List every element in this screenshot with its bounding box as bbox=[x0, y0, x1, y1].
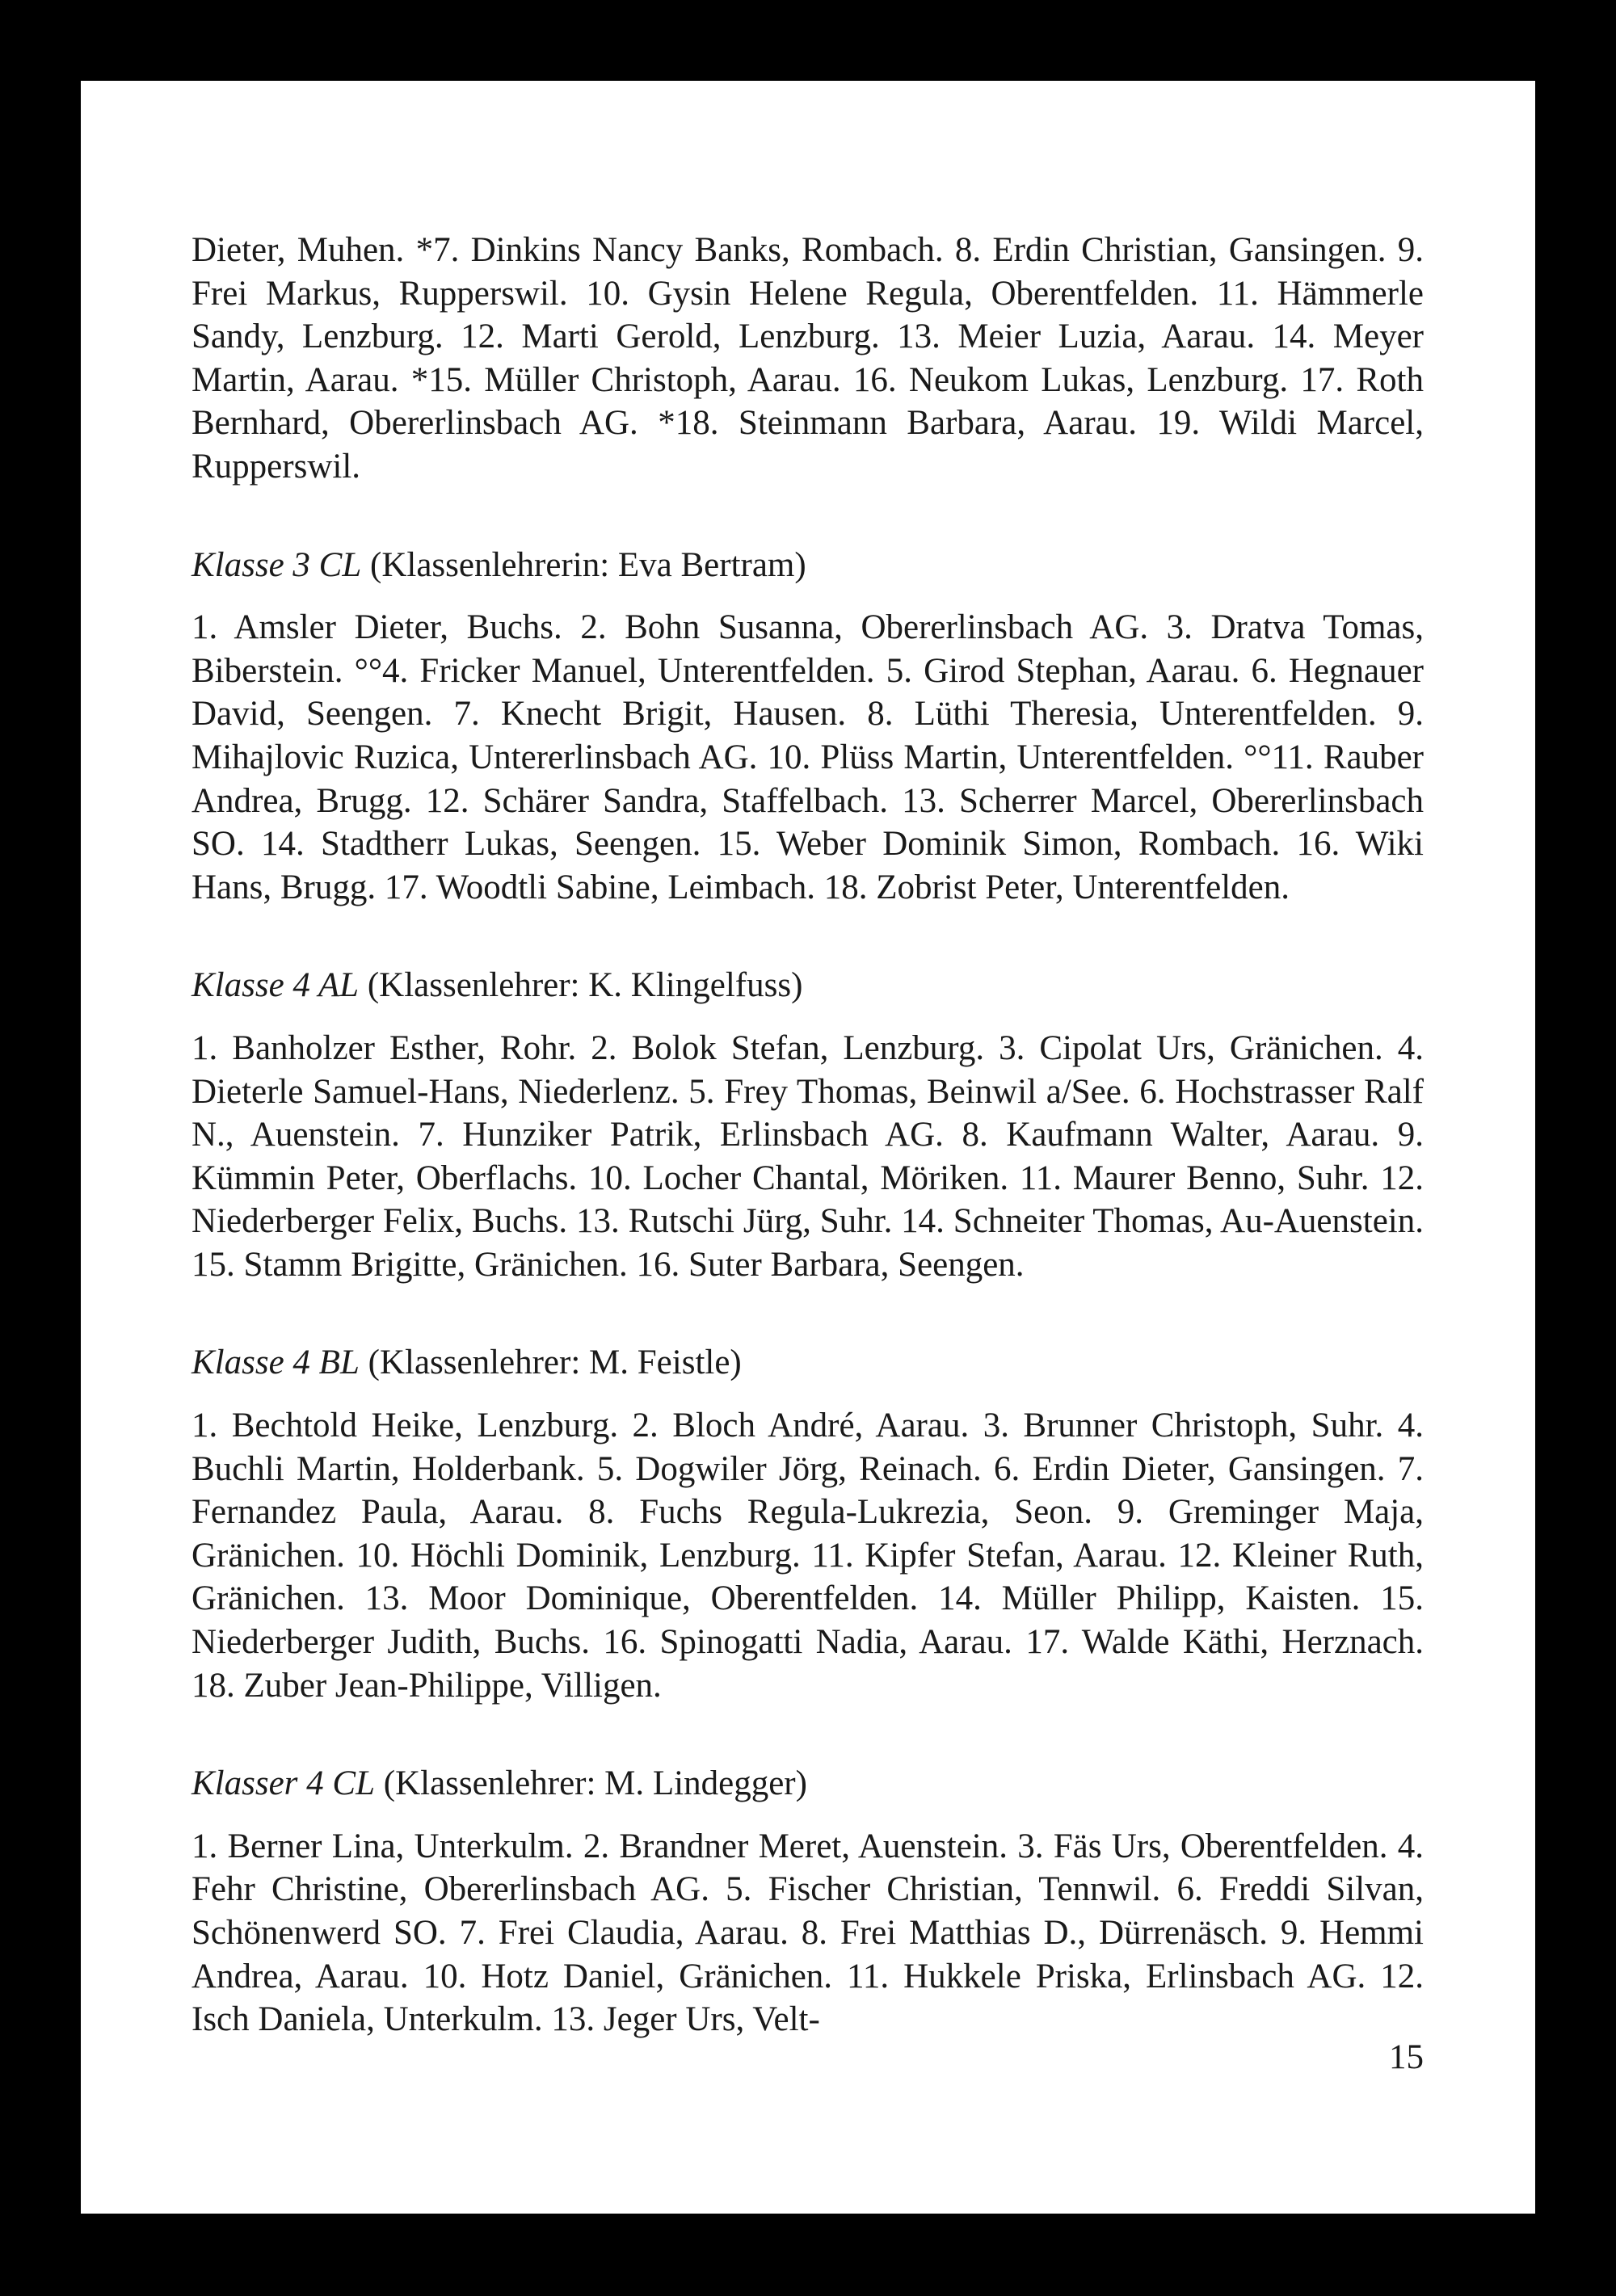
class-teacher: (Klassenlehrer: M. Lindegger) bbox=[383, 1764, 807, 1803]
section-heading bbox=[191, 964, 1424, 1007]
student-list: 1. Amsler Dieter, Buchs. 2. Bohn Susanna, Obererlinsbach AG. 3. Dratva Tomas, Biberstein. °°4. Fricker Manuel, Unterentfelden. 5. Girod Stephan, Aarau. 6. Hegnauer David, Seengen. 7. Knecht Brigit, Hausen. 8. Lüthi Theresia, Unterentfelden. 9. Mihajlovic Ruzica, Untererlinsbach AG. 10. Plüss Martin, Unterentfelden. °°11. Rauber Andrea, Brugg. 12. Schärer Sandra, Staffelbach. 13. Scherrer Marcel, Obererlinsbach SO. 14. Stadtherr Lukas, Seengen. 15. Weber Dominik Simon, Rombach. 16. Wiki Hans, Brugg. 17. Woodtli Sabine, Leimbach. 18. Zobrist Peter, Unterentfelden. bbox=[191, 608, 1424, 906]
class-teacher: (Klassenlehrer: K. Klingelfuss) bbox=[367, 966, 803, 1005]
student-list: 1. Banholzer Esther, Rohr. 2. Bolok Stefan, Lenzburg. 3. Cipolat Urs, Gränichen. 4. Dieterle Samuel-Hans, Niederlenz. 5. Frey Thomas, Beinwil a/See. 6. Hochstrasser Ralf N., Auenstein. 7. Hunziker Patrik, Erlinsbach AG. 8. Kaufmann Walter, Aarau. 9. Kümmin Peter, Oberflachs. 10. Locher Chantal, Möriken. 11. Maurer Benno, Suhr. 12. Niederberger Felix, Buchs. 13. Rutschi Jürg, Suhr. 14. Schneiter Thomas, Au-Auenstein. 15. Stamm Brigitte, Gränichen. 16. Suter Barbara, Seengen. bbox=[191, 1028, 1424, 1284]
section-heading bbox=[191, 1341, 1424, 1385]
section-heading bbox=[191, 544, 1424, 587]
student-list: 1. Bechtold Heike, Lenzburg. 2. Bloch André, Aarau. 3. Brunner Christoph, Suhr. 4. Buchli Martin, Holderbank. 5. Dogwiler Jörg, Reinach. 6. Erdin Dieter, Gansingen. 7. Fernandez Paula, Aarau. 8. Fuchs Regula-Lukrezia, Seon. 9. Greminger Maja, Gränichen. 10. Höchli Dominik, Lenzburg. 11. Kipfer Stefan, Aarau. 12. Kleiner Ruth, Gränichen. 13. Moor Dominique, Oberentfelden. 14. Müller Philipp, Kaisten. 15. Niederberger Judith, Buchs. 16. Spinogatti Nadia, Aarau. 17. Walde Käthi, Herznach. 18. Zuber Jean-Philippe, Villigen. bbox=[191, 1407, 1424, 1705]
page-number: 15 bbox=[1389, 2038, 1424, 2076]
page-body bbox=[191, 229, 1424, 2042]
intro-paragraph: Dieter, Muhen. *7. Dinkins Nancy Banks, Rombach. 8. Erdin Christian, Gansingen. 9. Frei Markus, Rupperswil. 10. Gysin Helene Regula, Oberentfelden. 11. Hämmerle Sandy, Lenzburg. 12. Marti Gerold, Lenzburg. 13. Meier Luzia, Aarau. 14. Meyer Martin, Aarau. *15. Müller Christoph, Aarau. 16. Neukom Lukas, Lenzburg. 17. Roth Bernhard, Obererlinsbach AG. *18. Steinmann Barbara, Aarau. 19. Wildi Marcel, Rupperswil. bbox=[191, 231, 1424, 486]
class-teacher: (Klassenlehrer: M. Feistle) bbox=[368, 1344, 742, 1382]
document-page bbox=[81, 81, 1535, 2214]
class-name: Klasse 4 BL bbox=[191, 1344, 360, 1382]
class-teacher: (Klassenlehrerin: Eva Bertram) bbox=[370, 545, 806, 584]
student-list: 1. Berner Lina, Unterkulm. 2. Brandner Meret, Auenstein. 3. Fäs Urs, Oberentfelden. 4. Fehr Christine, Obererlinsbach AG. 5. Fischer Christian, Tennwil. 6. Freddi Silvan, Schönenwerd SO. 7. Frei Claudia, Aarau. 8. Frei Matthias D., Dürrenäsch. 9. Hemmi Andrea, Aarau. 10. Hotz Daniel, Gränichen. 11. Hukkele Priska, Erlinsbach AG. 12. Isch Daniela, Unterkulm. 13. Jeger Urs, Velt- bbox=[191, 1827, 1424, 2039]
class-name: Klasser 4 CL bbox=[191, 1764, 376, 1803]
section-heading bbox=[191, 1762, 1424, 1806]
class-name: Klasse 3 CL bbox=[191, 545, 362, 584]
class-name: Klasse 4 AL bbox=[191, 966, 360, 1005]
